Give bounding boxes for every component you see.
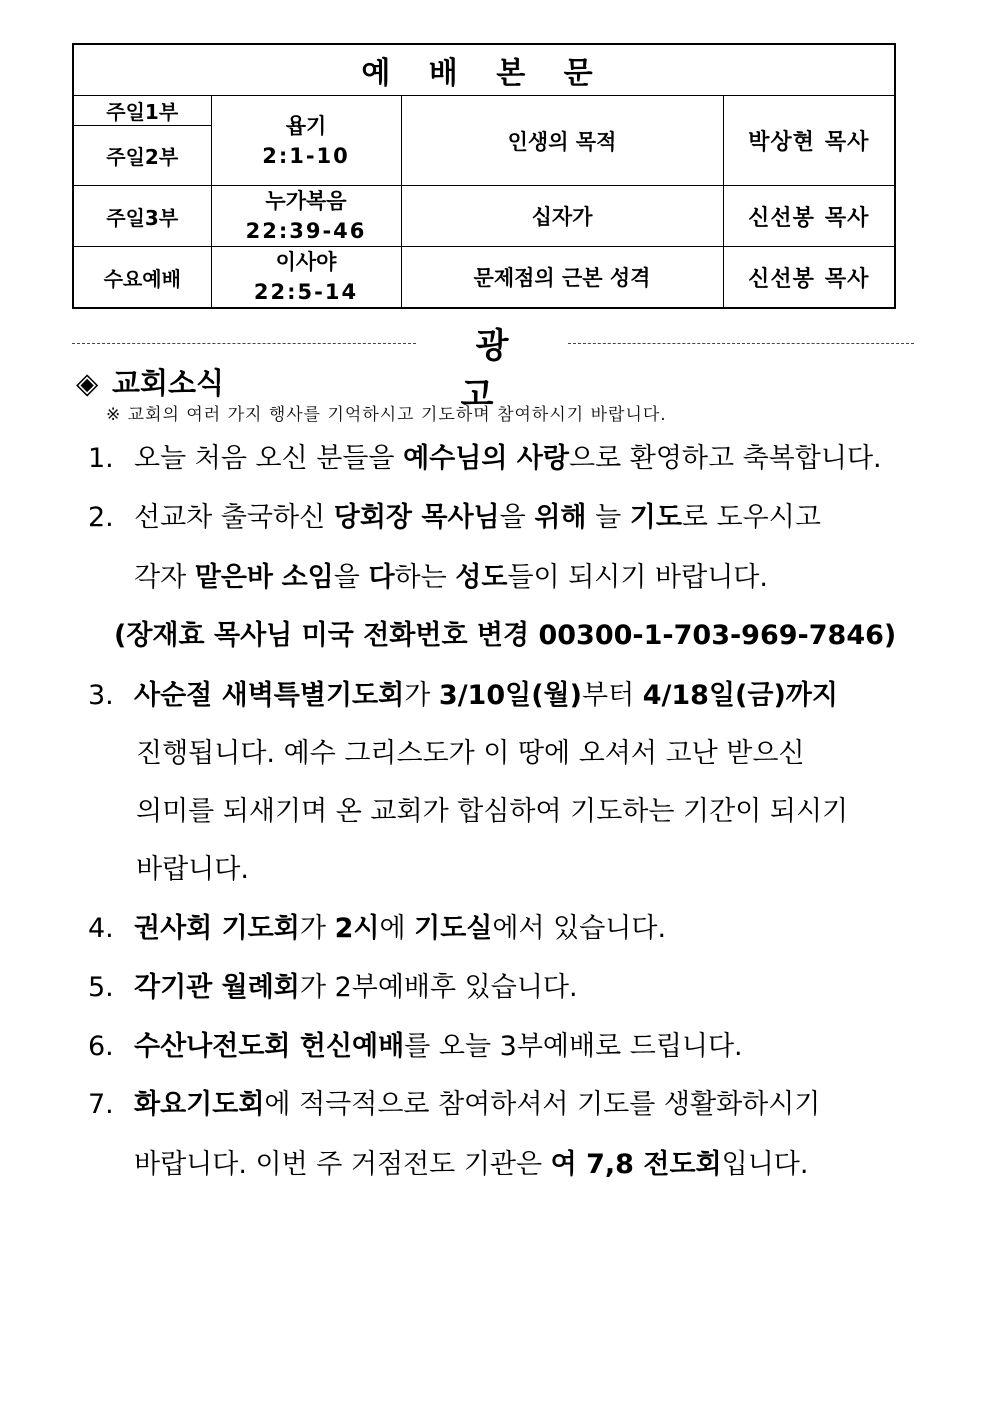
pastor-cell (723, 186, 895, 247)
service-label: 주일2부 (73, 126, 211, 186)
list-item (88, 1082, 820, 1121)
passage-ref: 22:5-14 (253, 280, 359, 304)
item-number: 2. (88, 502, 114, 533)
passage-ref: 2:1-10 (262, 143, 350, 168)
item-text: 들이 되시기 바랍니다. (507, 562, 768, 593)
list-item-continued (134, 555, 768, 594)
pastor-title: 목사 (824, 130, 870, 155)
item-emphasis: 다 (368, 562, 395, 593)
item-number: 4. (88, 913, 114, 944)
diamond-icon: ◈ (76, 366, 99, 400)
list-item (88, 906, 666, 945)
service-label: 주일1부 (73, 96, 211, 126)
item-number: 1. (88, 443, 114, 474)
item-number: 5. (88, 972, 114, 1003)
item-text: 선교차 출국하신 (134, 502, 334, 533)
passage-cell (211, 186, 401, 247)
pastor-name: 박상현 (748, 130, 815, 155)
item-number: 3. (88, 680, 114, 711)
list-item-continued (136, 847, 249, 886)
item-text: 오늘 처음 오신 분들을 (134, 443, 404, 474)
item-text: 을 (499, 502, 535, 533)
item-emphasis: 권사회 기도회 (134, 913, 300, 944)
item-text: 가 (404, 680, 439, 711)
announcements-title: 광 고 (460, 326, 539, 415)
item-emphasis: 사순절 새벽특별기도회 (134, 680, 405, 711)
list-item (88, 495, 821, 534)
item-text: 에 (379, 913, 415, 944)
item-emphasis: 예수님의 사랑 (403, 443, 569, 474)
list-item (88, 673, 838, 712)
item-text: 진행됩니다. 예수 그리스도가 이 땅에 오셔서 고난 받으신 (136, 738, 805, 769)
passage-book: 누가복음 (265, 189, 347, 213)
item-text: 하는 (394, 562, 456, 593)
pastor-title: 목사 (824, 266, 870, 292)
sermon-topic: 인생의 목적 (401, 96, 723, 186)
item-text: 가 (299, 913, 335, 944)
list-item-continued (136, 789, 848, 828)
passage-cell (211, 247, 401, 309)
item-emphasis: 맡은바 (194, 562, 273, 593)
pastor-title: 목사 (824, 205, 870, 231)
pastor-name: 신선봉 (748, 205, 815, 231)
item-emphasis: 3/10일(월) (438, 680, 582, 711)
service-label: 수요예배 (73, 247, 211, 309)
item-text: 바랍니다. (136, 854, 249, 885)
list-item (88, 1024, 743, 1063)
item-text (273, 562, 282, 593)
item-number: 7. (88, 1089, 114, 1120)
list-item (88, 965, 578, 1004)
item-emphasis: 수산나전도회 헌신예배 (134, 1031, 405, 1062)
sermon-topic: 문제점의 근본 성격 (401, 247, 723, 309)
item-emphasis: 각기관 월례회 (134, 972, 300, 1003)
pastor-cell (723, 247, 895, 309)
list-item-continued (134, 1142, 808, 1181)
item-emphasis: 당회장 목사님 (333, 502, 500, 533)
item-emphasis: 기도 (629, 502, 682, 533)
passage-book: 욥기 (285, 113, 327, 138)
sermon-title: 예 배 본 문 (73, 44, 895, 96)
section-title: 교회소식 (112, 366, 225, 400)
item-emphasis: 화요기도회 (134, 1089, 265, 1120)
item-text: 으로 환영하고 축복합니다. (568, 443, 882, 474)
item-text: 에서 있습니다. (492, 913, 667, 944)
pastor-name: 신선봉 (748, 266, 815, 292)
item-emphasis: 성도 (455, 562, 508, 593)
section-heading (76, 361, 224, 402)
item-text: 로 도우시고 (681, 502, 821, 533)
phone-change-note: (장재효 목사님 미국 전화번호 변경 00300-1-703-969-7846) (114, 620, 897, 651)
item-text: 바랍니다. 이번 주 거점전도 기관은 (134, 1149, 551, 1180)
item-emphasis: 기도실 (414, 913, 493, 944)
passage-book: 이사야 (275, 250, 337, 274)
service-label: 주일3부 (73, 186, 211, 247)
item-text: 를 오늘 3부예배로 드립니다. (404, 1031, 743, 1062)
sermon-topic: 십자가 (401, 186, 723, 247)
item-text: 의미를 되새기며 온 교회가 합심하여 기도하는 기간이 되시기 (136, 796, 849, 827)
section-note: ※ 교회의 여러 가지 행사를 기억하시고 기도하며 참여하시기 바랍니다. (106, 405, 667, 425)
list-item-continued (136, 731, 805, 770)
item-emphasis: 2시 (334, 913, 380, 944)
item-emphasis: 4/18일(금)까지 (642, 680, 838, 711)
passage-cell (211, 96, 401, 186)
list-item-continued (114, 613, 896, 652)
item-emphasis: 여 7,8 전도회 (550, 1149, 722, 1180)
dashed-divider (568, 343, 914, 344)
item-text: 부터 (581, 680, 643, 711)
item-text: 에 적극적으로 참여하셔서 기도를 생활화하시기 (264, 1089, 821, 1120)
item-text: 각자 (134, 562, 195, 593)
item-text: 가 2부예배후 있습니다. (299, 972, 578, 1003)
item-text: 늘 (586, 502, 630, 533)
pastor-cell (723, 96, 895, 186)
item-number: 6. (88, 1031, 114, 1062)
item-text: 입니다. (721, 1149, 809, 1180)
passage-ref: 22:39-46 (245, 219, 367, 243)
item-text: 을 (333, 562, 369, 593)
sermon-table (72, 43, 896, 309)
item-emphasis: 소임 (281, 562, 334, 593)
item-emphasis: 위해 (534, 502, 587, 533)
dashed-divider (72, 343, 416, 344)
list-item (88, 436, 882, 475)
